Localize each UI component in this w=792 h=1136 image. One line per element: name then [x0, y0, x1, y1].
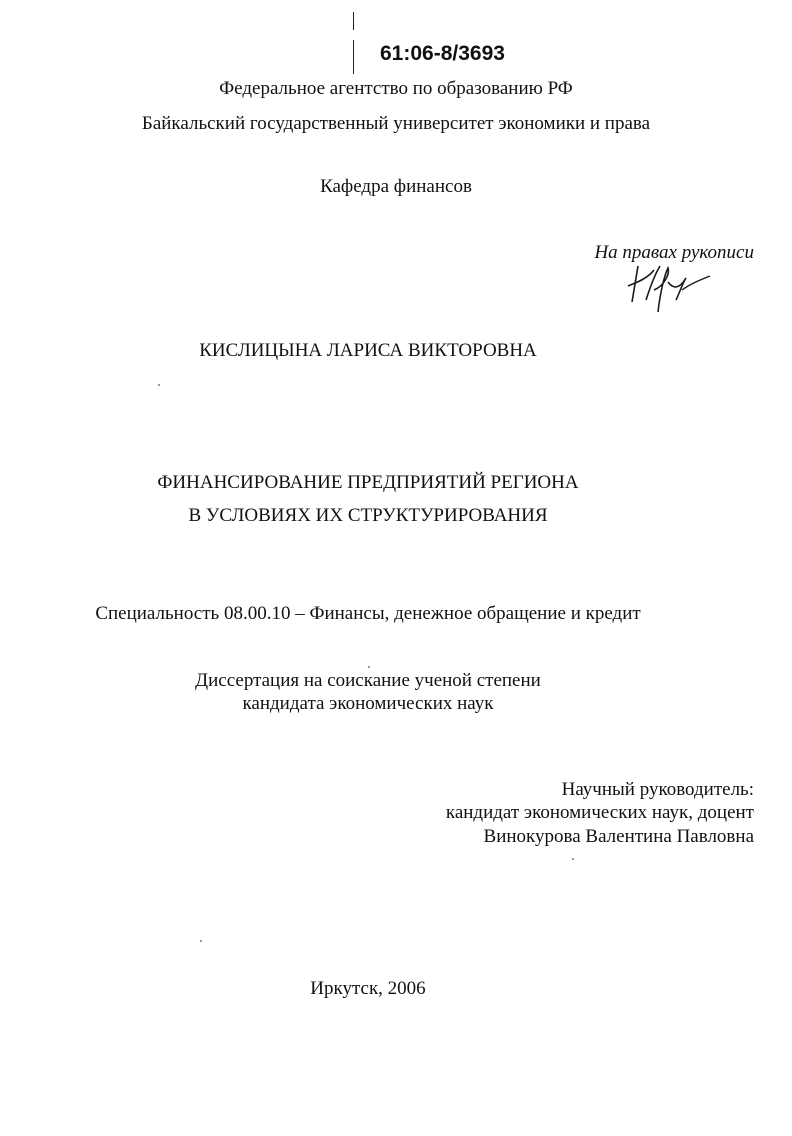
- stamp-rule: [353, 40, 354, 74]
- supervisor-label: Научный руководитель:: [561, 779, 754, 800]
- scan-speck: [200, 940, 202, 942]
- author-name: КИСЛИЦЫНА ЛАРИСА ВИКТОРОВНА: [199, 340, 537, 361]
- stamp-rule-top: [353, 12, 354, 30]
- supervisor-rank: кандидат экономических наук, доцент: [445, 802, 754, 823]
- agency-name: Федеральное агентство по образованию РФ: [219, 78, 573, 99]
- scan-speck: [572, 858, 574, 860]
- city-year: Иркутск, 2006: [310, 978, 426, 999]
- archive-code: 61:06-8/3693: [380, 42, 505, 65]
- scan-speck: [368, 666, 370, 668]
- dissertation-title-line1: ФИНАНСИРОВАНИЕ ПРЕДПРИЯТИЙ РЕГИОНА: [157, 472, 579, 493]
- department-name: Кафедра финансов: [320, 176, 472, 197]
- dissertation-title-line2: В УСЛОВИЯХ ИХ СТРУКТУРИРОВАНИЯ: [188, 505, 548, 526]
- degree-line2: кандидата экономических наук: [242, 693, 494, 714]
- supervisor-name: Винокурова Валентина Павловна: [483, 826, 754, 847]
- university-name: Байкальский государственный университет экономики и права: [141, 113, 651, 134]
- signature-icon: [624, 260, 714, 318]
- specialty-line: Специальность 08.00.10 – Финансы, денежное обращение и кредит: [95, 603, 641, 624]
- degree-line1: Диссертация на соискание ученой степени: [195, 670, 541, 691]
- scan-speck: [158, 384, 160, 386]
- manuscript-note: На правах рукописи: [594, 242, 754, 263]
